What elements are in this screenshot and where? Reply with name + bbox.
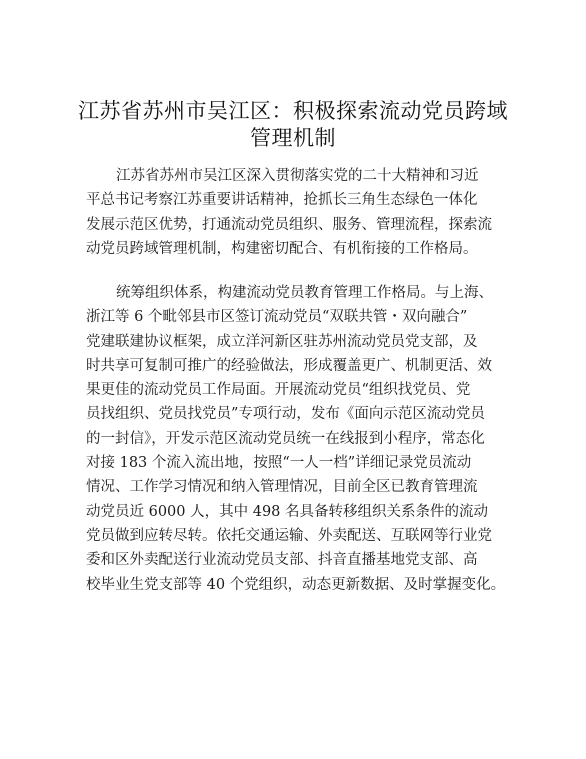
paragraph-line: 动党员近 6000 人，其中 498 名具备转移组织关系条件的流动 [86, 503, 489, 520]
title-line-2: 管理机制 [250, 126, 336, 150]
paragraph-line: 时共享可复制可推广的经验做法，形成覆盖更广、机制更活、效 [86, 357, 492, 374]
paragraph-line: 发展示范区优势，打通流动党员组织、服务、管理流程，探索流 [86, 216, 492, 233]
paragraph-line: 统筹组织体系，构建流动党员教育管理工作格局。与上海、 [116, 285, 493, 301]
paragraph-line: 党员做到应转尽转。依托交通运输、外卖配送、互联网等行业党 [86, 527, 492, 544]
paragraph-line: 委和区外卖配送行业流动党员支部、抖音直播基地党支部、高 [86, 552, 478, 569]
paragraph-organization-system [86, 281, 516, 597]
paragraph-line: 江苏省苏州市吴江区深入贯彻落实党的二十大精神和习近 [116, 168, 479, 184]
paragraph-line: 党建联建协议框架，成立洋河新区驻苏州流动党员党支部，及 [86, 333, 478, 350]
paragraph-line: 浙江等 6 个毗邻县市区签订流动党员“双联共管・双向融合” [86, 309, 468, 326]
paragraph-line: 情况、工作学习情况和纳入管理情况，目前全区已教育管理流 [86, 479, 478, 496]
paragraph-line: 平总书记考察江苏重要讲话精神，抢抓长三角生态绿色一体化 [86, 192, 478, 209]
paragraph-line: 校毕业生党支部等 40 个党组织，动态更新数据、及时掌握变化。 [86, 576, 506, 593]
article-title [60, 98, 526, 152]
paragraph-line: 动党员跨域管理机制，构建密切配合、有机衔接的工作格局。 [86, 240, 478, 257]
title-line-1: 江苏省苏州市吴江区：积极探索流动党员跨域 [78, 99, 508, 123]
paragraph-line: 对接 183 个流入流出地，按照“一人一档”详细记录党员流动 [86, 455, 472, 472]
paragraph-intro [86, 164, 516, 261]
paragraph-line: 果更佳的流动党员工作局面。开展流动党员“组织找党员、党 [86, 382, 471, 399]
paragraph-line: 员找组织、党员找党员”专项行动，发布《面向示范区流动党员 [86, 406, 485, 423]
paragraph-line: 的一封信》，开发示范区流动党员统一在线报到小程序，常态化 [86, 430, 485, 447]
